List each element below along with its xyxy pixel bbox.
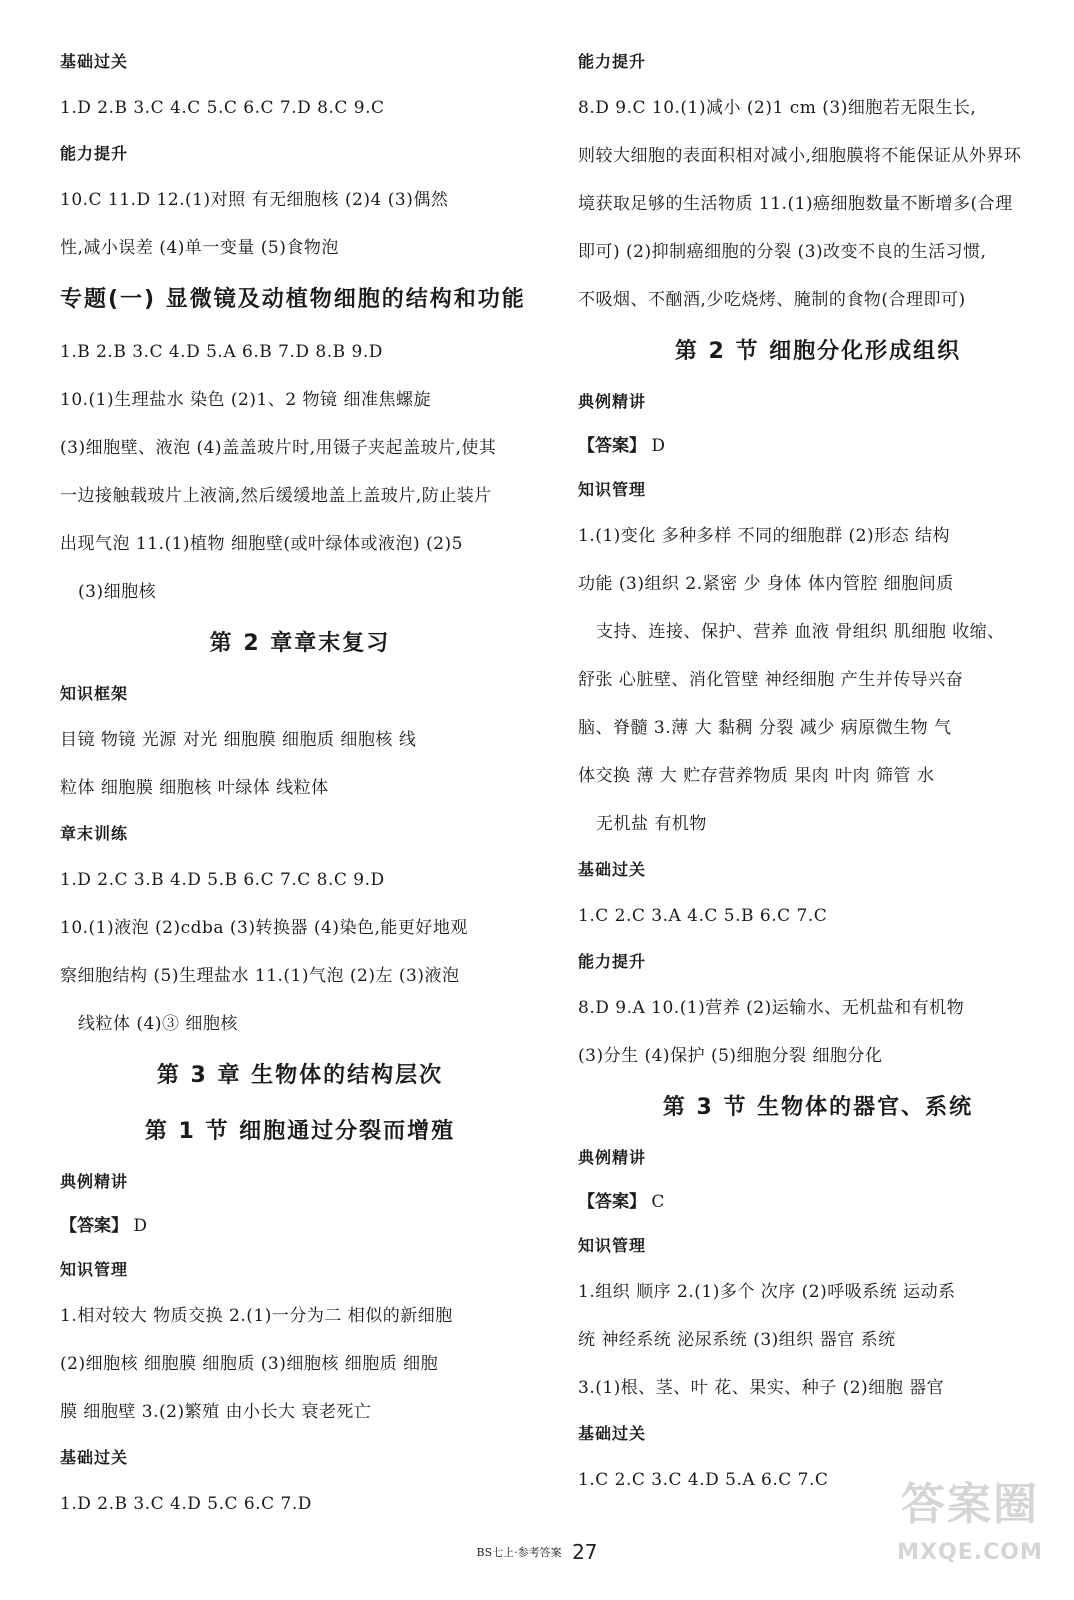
- answer-line: 则较大细胞的表面积相对减小,细胞膜将不能保证从外界环: [578, 146, 1022, 166]
- answer-value: D: [133, 1216, 148, 1236]
- answer-line: (3)细胞壁、液泡 (4)盖盖玻片时,用镊子夹起盖玻片,使其: [60, 438, 497, 458]
- example-answer: [60, 1204, 540, 1248]
- answer-line: 出现气泡 11.(1)植物 细胞壁(或叶绿体或液泡) (2)5: [60, 534, 463, 554]
- answer-value: C: [651, 1192, 665, 1212]
- answer-line: 1.组织 顺序 2.(1)多个 次序 (2)呼吸系统 运动系: [578, 1282, 956, 1302]
- section-label: 知识框架: [60, 684, 129, 703]
- answer-line: 统 神经系统 泌尿系统 (3)组织 器官 系统: [578, 1330, 896, 1350]
- answer-line: 1.D 2.B 3.C 4.D 5.C 6.C 7.D: [60, 1494, 312, 1514]
- section-label: 基础过关: [60, 52, 129, 71]
- section-label: 能力提升: [578, 952, 647, 971]
- answer-line: 无机盐 有机物: [596, 814, 707, 834]
- answer-line: 1.C 2.C 3.A 4.C 5.B 6.C 7.C: [578, 906, 828, 926]
- watermark-logo-text: 答案圈: [901, 1479, 1039, 1530]
- section-label: 基础过关: [60, 1448, 129, 1467]
- example-answer: [578, 1180, 1058, 1224]
- answer-line: 目镜 物镜 光源 对光 细胞膜 细胞质 细胞核 线: [60, 730, 417, 750]
- section-heading: 专题(一) 显微镜及动植物细胞的结构和功能: [60, 287, 526, 312]
- answer-line: 性,减小误差 (4)单一变量 (5)食物泡: [60, 238, 339, 258]
- page-number: 27: [572, 1540, 598, 1564]
- section-heading: 第 3 章 生物体的结构层次: [156, 1063, 444, 1088]
- footer-prefix: BS七上·参考答案: [476, 1546, 562, 1559]
- answer-line: 1.(1)变化 多种多样 不同的细胞群 (2)形态 结构: [578, 526, 950, 546]
- answer-line: 不吸烟、不酗酒,少吃烧烤、腌制的食物(合理即可): [578, 290, 966, 310]
- left-column: [60, 40, 540, 1528]
- answer-line: 粒体 细胞膜 细胞核 叶绿体 线粒体: [60, 778, 329, 798]
- section-label: 基础过关: [578, 1424, 647, 1443]
- answer-line: 境获取足够的生活物质 11.(1)癌细胞数量不断增多(合理: [578, 194, 1013, 214]
- section-label: 知识管理: [578, 1236, 647, 1255]
- answer-line: 支持、连接、保护、营养 血液 骨组织 肌细胞 收缩、: [596, 622, 1005, 642]
- answer-line: 1.D 2.B 3.C 4.C 5.C 6.C 7.D 8.C 9.C: [60, 98, 385, 118]
- answer-line: 即可) (2)抑制癌细胞的分裂 (3)改变不良的生活习惯,: [578, 242, 987, 262]
- answer-line: 功能 (3)组织 2.紧密 少 身体 体内管腔 细胞间质: [578, 574, 954, 594]
- answer-value: D: [651, 436, 666, 456]
- section-label: 能力提升: [578, 52, 647, 71]
- answer-tag: 【答案】: [578, 436, 646, 456]
- answer-line: 1.D 2.C 3.B 4.D 5.B 6.C 7.C 8.C 9.D: [60, 870, 385, 890]
- answer-line: (3)细胞核: [78, 582, 157, 602]
- section-label: 基础过关: [578, 860, 647, 879]
- section-heading: 第 2 节 细胞分化形成组织: [674, 339, 962, 364]
- answer-line: 膜 细胞壁 3.(2)繁殖 由小长大 衰老死亡: [60, 1402, 372, 1422]
- section-label: 能力提升: [60, 144, 129, 163]
- section-label: 典例精讲: [578, 392, 647, 411]
- answer-line: 线粒体 (4)③ 细胞核: [78, 1014, 238, 1034]
- answer-line: 3.(1)根、茎、叶 花、果实、种子 (2)细胞 器官: [578, 1378, 945, 1398]
- answer-line: 8.D 9.A 10.(1)营养 (2)运输水、无机盐和有机物: [578, 998, 965, 1018]
- section-heading: 第 3 节 生物体的器官、系统: [662, 1095, 974, 1120]
- answer-tag: 【答案】: [578, 1192, 646, 1212]
- answer-line: 10.(1)生理盐水 染色 (2)1、2 物镜 细准焦螺旋: [60, 390, 431, 410]
- section-label: 章末训练: [60, 824, 129, 843]
- answer-line: 体交换 薄 大 贮存营养物质 果肉 叶肉 筛管 水: [578, 766, 935, 786]
- answer-line: 1.相对较大 物质交换 2.(1)一分为二 相似的新细胞: [60, 1306, 453, 1326]
- section-label: 典例精讲: [578, 1148, 647, 1167]
- section-heading: 第 2 章章末复习: [209, 631, 391, 656]
- answer-line: (2)细胞核 细胞膜 细胞质 (3)细胞核 细胞质 细胞: [60, 1354, 439, 1374]
- right-column: [578, 40, 1058, 1504]
- section-label: 知识管理: [578, 480, 647, 499]
- answer-line: (3)分生 (4)保护 (5)细胞分裂 细胞分化: [578, 1046, 883, 1066]
- answer-line: 脑、脊髓 3.薄 大 黏稠 分裂 减少 病原微生物 气: [578, 718, 952, 738]
- watermark-url: MXQE.COM: [897, 1540, 1043, 1565]
- watermark-logo: [880, 1470, 1060, 1590]
- answer-tag: 【答案】: [60, 1216, 128, 1236]
- example-answer: [578, 424, 1058, 468]
- answer-line: 1.C 2.C 3.C 4.D 5.A 6.C 7.C: [578, 1470, 829, 1490]
- answer-line: 一边接触载玻片上液滴,然后缓缓地盖上盖玻片,防止装片: [60, 486, 492, 506]
- answer-line: 舒张 心脏壁、消化管壁 神经细胞 产生并传导兴奋: [578, 670, 964, 690]
- answer-line: 10.(1)液泡 (2)cdba (3)转换器 (4)染色,能更好地观: [60, 918, 468, 938]
- section-heading: 第 1 节 细胞通过分裂而增殖: [144, 1119, 456, 1144]
- answer-line: 察细胞结构 (5)生理盐水 11.(1)气泡 (2)左 (3)液泡: [60, 966, 460, 986]
- section-label: 知识管理: [60, 1260, 129, 1279]
- section-label: 典例精讲: [60, 1172, 129, 1191]
- answer-line: 1.B 2.B 3.C 4.D 5.A 6.B 7.D 8.B 9.D: [60, 342, 383, 362]
- answer-line: 10.C 11.D 12.(1)对照 有无细胞核 (2)4 (3)偶然: [60, 190, 449, 210]
- answer-line: 8.D 9.C 10.(1)减小 (2)1 cm (3)细胞若无限生长,: [578, 98, 977, 118]
